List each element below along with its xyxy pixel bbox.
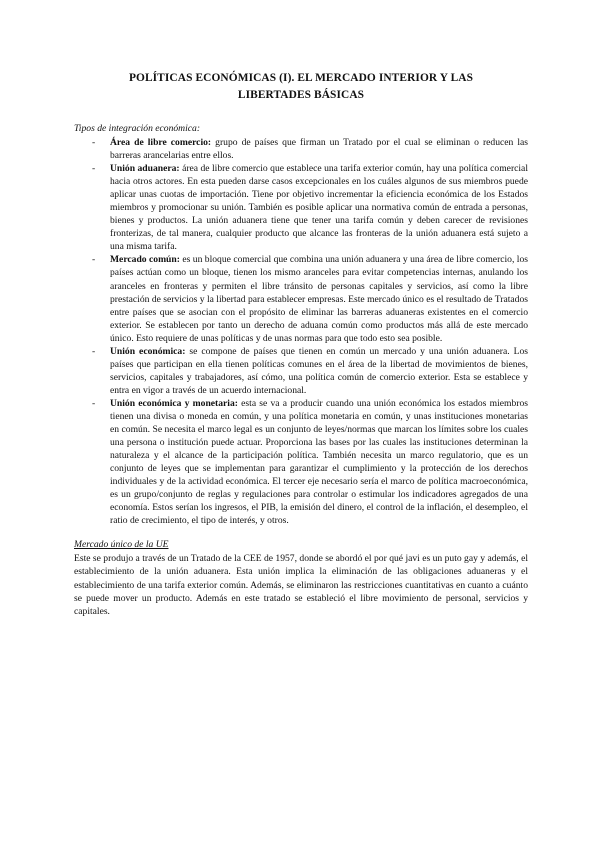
single-market-paragraph: Este se produjo a través de un Tratado de la CEE de 1957, donde se abordó el por qué javi es un puto gay y además, el establecimiento de la unión aduanera. Esta unión implica la eliminación de las obligaciones aduaneras y el establecimiento de una tarifa exterior común. Además, se eliminaron las restricciones cuantitativas en cuanto a cuánto se puede mover un producto. Además en este tratado se estableció el libre movimiento de personal, servicios y capitales. (74, 553, 528, 617)
integration-types-list (74, 136, 528, 527)
list-item-customs-union (74, 162, 528, 253)
item-text: es un bloque comercial que combina una unión aduanera y una área de libre comercio, los países actúan como un bloque, tienen los mismo aranceles para evitar competencias internas, anulando los aranceles en fronteras y permiten el libre tránsito de personas capitales y servicios, así como la libre prestación de servicios y la libertad para establecer empresas. Este mercado único es el resultado de Tratados entre países que se asocian con el propósito de eliminar las barreras aduaneras existentes en el comercio exterior. Se establecen por tanto un derecho de aduana común como productos más allá de este mercado único. Esto requiere de unas políticas y de unas normas para que todo esto sea posible. (110, 254, 529, 344)
list-item-free-trade-area (74, 136, 528, 162)
item-term: Área de libre comercio: (110, 137, 212, 148)
list-item-common-market (74, 253, 528, 344)
section-heading-single-market: Mercado único de la UE (74, 539, 169, 551)
item-text: área de libre comercio que establece una tarifa exterior común, hay una política comercial hacia otros actores. En esta pueden darse casos excepcionales en los cuáles algunos de sus miembros puede aplicar unas cuotas de importación. Tiene por objetivo incrementar la eficiencia económica de los Estados miembros y promocionar su unión. También es posible aplicar una normativa común de entrada a personas, bienes y productos. La unión aduanera tiene que tener una tarifa común y deben carecer de revisiones fronterizas, de tal manera, cualquier producto que alcance las fronteras de la unión aduanera está sujeto a una misma tarifa. (110, 163, 528, 253)
item-term: Unión aduanera: (110, 163, 180, 175)
item-term: Unión económica: (110, 345, 186, 357)
list-item-economic-monetary-union (74, 397, 528, 527)
title-line-2: LIBERTADES BÁSICAS (237, 89, 365, 101)
title-line-1: POLÍTICAS ECONÓMICAS (I). EL MERCADO INTERIOR Y LAS (128, 72, 474, 84)
item-text: se compone de países que tienen en común un mercado y una unión aduanera. Los países que participan en ella tienen políticas comunes en el área de la libertad de movimientos de bienes, servicios, capitales y trabajadores, así cómo, una política común de comercio exterior. Esta se establece y entra en vigor a través de un acuerdo internacional. (110, 345, 528, 396)
item-text: grupo de países que firman un Tratado por el cual se eliminan o reducen las barreras arancelarias entre ellos. (110, 137, 529, 162)
list-dash: - (92, 345, 96, 357)
section-spacer (74, 527, 528, 538)
item-term: Mercado común: (110, 254, 180, 266)
list-dash: - (92, 137, 96, 148)
document-page (74, 70, 528, 618)
list-dash: - (92, 254, 96, 266)
item-text: esta se va a producir cuando una unión económica los estados miembros tienen una divisa o moneda en común, y una política monetaria en común, y unas instituciones monetarias en común. Se necesita el marco legal es un conjunto de leyes/normas que marcan los límites sobre los cuales una persona o institución puede actuar. Proporciona las bases por las cuales las instituciones determinan la naturaleza y el alcance de la participación política. También necesita un marco regulatorio, que es un conjunto de leyes que se implementan para garantizar el cumplimiento y la protección de los derechos individuales y de la actividad económica. El tercer eje necesario sería el marco de política macroeconómica, es un grupo/conjunto de reglas y regulaciones para controlar o estimular los indicadores agregados de una economía. Estos serían los ingresos, el PIB, la emisión del dinero, el control de la inflación, el desempleo, el ratio de crecimiento, el tipo de interés, y otros. (110, 397, 528, 527)
list-dash: - (92, 163, 96, 175)
list-dash: - (92, 397, 96, 409)
document-title (74, 70, 528, 104)
list-item-economic-union (74, 345, 528, 397)
section-heading-integration-types: Tipos de integración económica: (74, 123, 201, 134)
item-term: Unión económica y monetaria: (110, 397, 238, 409)
